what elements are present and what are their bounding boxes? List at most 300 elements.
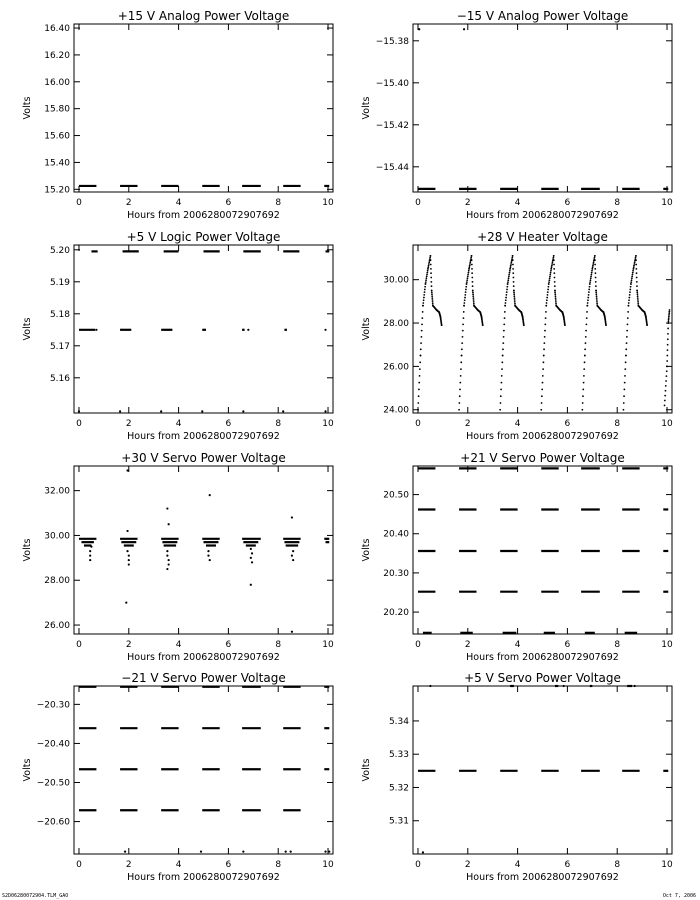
data-point xyxy=(502,355,504,357)
data-point xyxy=(594,264,596,266)
y-tick-label: −15.44 xyxy=(375,162,409,173)
data-point xyxy=(669,309,671,311)
y-tick-label: 15.80 xyxy=(44,104,70,115)
data-point xyxy=(501,361,503,363)
data-point xyxy=(630,286,632,288)
y-tick-label: 20.30 xyxy=(383,568,409,579)
data-point xyxy=(542,382,544,384)
data-point xyxy=(429,685,431,687)
data-point xyxy=(625,348,627,350)
data-point xyxy=(504,305,506,307)
data-point xyxy=(160,410,162,412)
y-tick-label: 30.00 xyxy=(383,275,409,286)
y-tick-label: 20.50 xyxy=(383,490,409,501)
data-point xyxy=(421,317,423,319)
y-tick-label: 5.17 xyxy=(49,341,70,352)
data-point xyxy=(668,314,670,316)
data-point xyxy=(544,323,546,325)
data-point xyxy=(546,297,548,299)
data-point xyxy=(465,289,467,291)
data-point xyxy=(505,297,507,299)
x-tick-label: 2 xyxy=(464,419,471,429)
y-tick-label: 5.19 xyxy=(49,277,70,288)
data-point xyxy=(509,270,511,272)
data-point xyxy=(545,311,547,313)
data-point xyxy=(513,290,515,292)
data-point xyxy=(555,299,557,301)
data-point xyxy=(585,330,587,332)
data-point xyxy=(461,348,463,350)
data-point xyxy=(665,380,667,382)
data-point xyxy=(513,295,515,297)
x-tick-label: 2 xyxy=(464,198,471,208)
data-point xyxy=(473,301,475,303)
data-point xyxy=(582,402,584,404)
data-point xyxy=(636,285,638,287)
data-point xyxy=(512,259,514,261)
y-tick-label: 15.60 xyxy=(44,131,70,142)
x-tick-label: 8 xyxy=(275,860,282,870)
data-point xyxy=(541,402,543,404)
data-point xyxy=(592,266,594,268)
y-tick-label: 28.00 xyxy=(383,319,409,330)
data-point xyxy=(506,291,508,293)
data-point xyxy=(591,270,593,272)
data-point xyxy=(126,550,128,552)
y-tick-label: 5.16 xyxy=(49,373,70,384)
data-point xyxy=(424,286,426,288)
data-point xyxy=(542,375,544,377)
data-point xyxy=(553,272,555,274)
data-point xyxy=(512,268,514,270)
data-point xyxy=(250,557,252,559)
data-point xyxy=(633,266,635,268)
data-point xyxy=(420,342,422,344)
y-tick-label: −20.40 xyxy=(36,739,70,750)
chart-title: +28 V Heater Voltage xyxy=(477,230,608,244)
data-layer xyxy=(79,687,330,853)
data-point xyxy=(459,389,461,391)
data-point xyxy=(168,563,170,565)
x-tick-label: 4 xyxy=(175,640,182,650)
data-point xyxy=(467,276,469,278)
x-tick-label: 2 xyxy=(464,640,471,650)
data-point xyxy=(623,402,625,404)
x-tick-label: 10 xyxy=(661,198,673,208)
data-point xyxy=(624,375,626,377)
data-point xyxy=(430,268,432,270)
data-point xyxy=(200,851,202,853)
data-point xyxy=(89,555,91,557)
data-point xyxy=(590,279,592,281)
data-point xyxy=(425,283,427,285)
data-point xyxy=(594,255,596,257)
data-point xyxy=(458,402,460,404)
data-point xyxy=(667,328,669,330)
x-tick-label: 8 xyxy=(614,198,621,208)
chart-title: +5 V Logic Power Voltage xyxy=(126,230,281,244)
data-point xyxy=(637,301,639,303)
data-point xyxy=(418,395,420,397)
data-point xyxy=(126,530,128,532)
data-point xyxy=(547,291,549,293)
x-tick-label: 4 xyxy=(514,198,521,208)
data-point xyxy=(126,469,128,471)
data-point xyxy=(418,382,420,384)
data-point xyxy=(635,259,637,261)
data-point xyxy=(430,255,432,257)
plot-frame xyxy=(74,466,333,634)
data-point xyxy=(584,361,586,363)
data-point xyxy=(668,312,670,314)
data-point xyxy=(665,375,667,377)
data-point xyxy=(585,336,587,338)
data-point xyxy=(551,266,553,268)
data-point xyxy=(510,265,512,267)
data-point xyxy=(89,550,91,552)
data-point xyxy=(592,265,594,267)
data-point xyxy=(511,257,513,259)
chart-title: −21 V Servo Power Voltage xyxy=(121,671,286,685)
data-point xyxy=(168,523,170,525)
data-point xyxy=(667,333,669,335)
data-point xyxy=(119,410,121,412)
data-point xyxy=(627,317,629,319)
x-tick-label: 6 xyxy=(564,860,571,870)
data-point xyxy=(427,270,429,272)
data-point xyxy=(464,294,466,296)
data-point xyxy=(631,276,633,278)
y-axis-label: Volts xyxy=(22,317,33,341)
data-point xyxy=(470,257,472,259)
data-point xyxy=(545,317,547,319)
data-point xyxy=(242,851,244,853)
data-point xyxy=(629,294,631,296)
chart-panel xyxy=(22,671,334,883)
x-tick-label: 10 xyxy=(322,419,334,429)
data-point xyxy=(587,297,589,299)
x-tick-label: 10 xyxy=(322,198,334,208)
data-point xyxy=(500,389,502,391)
data-point xyxy=(594,259,596,261)
data-point xyxy=(251,561,253,563)
data-point xyxy=(591,272,593,274)
data-point xyxy=(469,261,471,263)
data-point xyxy=(542,368,544,370)
data-layer xyxy=(417,255,670,411)
x-tick-label: 0 xyxy=(76,198,82,208)
data-point xyxy=(423,299,425,301)
data-point xyxy=(422,851,424,853)
data-point xyxy=(513,292,515,294)
data-point xyxy=(291,555,293,557)
data-layer xyxy=(79,469,329,632)
data-point xyxy=(461,355,463,357)
data-point xyxy=(420,348,422,350)
x-tick-label: 8 xyxy=(275,419,282,429)
data-point xyxy=(554,293,556,295)
data-point xyxy=(291,631,293,633)
data-point xyxy=(556,685,558,687)
data-point xyxy=(431,292,433,294)
data-point xyxy=(632,270,634,272)
data-point xyxy=(540,409,542,411)
data-point xyxy=(462,336,464,338)
data-point xyxy=(594,268,596,270)
data-point xyxy=(623,409,625,411)
x-tick-label: 0 xyxy=(415,198,421,208)
data-point xyxy=(503,323,505,325)
data-point xyxy=(424,289,426,291)
data-point xyxy=(430,259,432,261)
data-point xyxy=(631,279,633,281)
data-point xyxy=(166,507,168,509)
y-tick-label: 5.18 xyxy=(49,309,70,320)
data-point xyxy=(553,268,555,270)
data-point xyxy=(418,389,420,391)
y-axis-label: Volts xyxy=(361,758,372,782)
x-tick-label: 10 xyxy=(322,860,334,870)
data-point xyxy=(431,285,433,287)
data-point xyxy=(428,261,430,263)
data-point xyxy=(463,302,465,304)
x-tick-label: 6 xyxy=(564,419,571,429)
data-point xyxy=(326,538,328,540)
data-point xyxy=(128,559,130,561)
data-point xyxy=(588,289,590,291)
x-tick-label: 6 xyxy=(225,640,232,650)
data-point xyxy=(589,286,591,288)
data-point xyxy=(551,263,553,265)
data-point xyxy=(95,329,97,331)
data-point xyxy=(423,294,425,296)
plot-frame xyxy=(413,24,672,192)
data-point xyxy=(503,330,505,332)
data-point xyxy=(207,550,209,552)
data-point xyxy=(555,303,557,305)
data-point xyxy=(500,395,502,397)
data-point xyxy=(473,299,475,301)
x-tick-label: 10 xyxy=(661,860,673,870)
data-point xyxy=(667,344,669,346)
data-point xyxy=(631,277,633,279)
data-point xyxy=(209,559,211,561)
chart-panel xyxy=(22,9,334,221)
data-point xyxy=(431,293,433,295)
data-point xyxy=(125,602,127,604)
data-point xyxy=(587,299,589,301)
data-point xyxy=(500,402,502,404)
data-point xyxy=(425,279,427,281)
data-point xyxy=(550,272,552,274)
data-point xyxy=(595,292,597,294)
data-point xyxy=(667,322,669,324)
data-point xyxy=(430,277,432,279)
y-tick-label: 24.00 xyxy=(383,405,409,416)
data-point xyxy=(473,303,475,305)
data-point xyxy=(460,361,462,363)
data-point xyxy=(427,268,429,270)
data-point xyxy=(90,546,92,548)
data-point xyxy=(637,293,639,295)
data-point xyxy=(417,409,419,411)
data-point xyxy=(592,263,594,265)
data-point xyxy=(632,268,634,270)
data-point xyxy=(584,355,586,357)
data-point xyxy=(505,299,507,301)
data-point xyxy=(513,281,515,283)
x-tick-label: 0 xyxy=(76,860,82,870)
x-tick-label: 2 xyxy=(125,640,132,650)
data-point xyxy=(464,297,466,299)
x-tick-label: 8 xyxy=(275,198,282,208)
data-point xyxy=(328,851,330,853)
data-point xyxy=(513,285,515,287)
data-point xyxy=(588,291,590,293)
data-point xyxy=(503,336,505,338)
data-point xyxy=(633,265,635,267)
data-point xyxy=(581,409,583,411)
data-point xyxy=(508,277,510,279)
data-point xyxy=(633,263,635,265)
data-point xyxy=(554,281,556,283)
data-point xyxy=(168,559,170,561)
data-point xyxy=(546,302,548,304)
data-point xyxy=(628,299,630,301)
y-tick-label: 28.00 xyxy=(44,576,70,587)
data-point xyxy=(431,290,433,292)
x-tick-label: 4 xyxy=(175,198,182,208)
data-point xyxy=(430,264,432,266)
data-point xyxy=(668,321,670,323)
data-point xyxy=(468,272,470,274)
y-tick-label: 5.33 xyxy=(388,750,409,761)
x-axis-label: Hours from 2006280072907692 xyxy=(127,652,280,663)
data-point xyxy=(78,410,80,412)
footer-filename: S2D06280072904.TLM_GAO xyxy=(2,893,69,899)
data-point xyxy=(463,311,465,313)
y-axis-label: Volts xyxy=(361,317,372,341)
data-point xyxy=(547,289,549,291)
data-point xyxy=(582,389,584,391)
data-point xyxy=(432,299,434,301)
data-point xyxy=(505,294,507,296)
data-point xyxy=(595,272,597,274)
data-point xyxy=(506,289,508,291)
data-point xyxy=(471,272,473,274)
x-tick-label: 4 xyxy=(514,860,521,870)
data-point xyxy=(554,290,556,292)
y-tick-label: 5.20 xyxy=(49,245,70,256)
data-point xyxy=(471,264,473,266)
data-point xyxy=(586,317,588,319)
y-tick-label: 5.32 xyxy=(388,783,409,794)
data-point xyxy=(632,274,634,276)
data-point xyxy=(666,355,668,357)
chart-title: +5 V Servo Power Voltage xyxy=(464,671,621,685)
data-point xyxy=(505,302,507,304)
y-tick-label: 20.20 xyxy=(383,608,409,619)
x-tick-label: 6 xyxy=(564,640,571,650)
data-point xyxy=(504,311,506,313)
data-point xyxy=(626,330,628,332)
data-point xyxy=(589,281,591,283)
data-point xyxy=(427,266,429,268)
data-point xyxy=(499,409,501,411)
data-point xyxy=(553,264,555,266)
data-point xyxy=(555,295,557,297)
data-point xyxy=(553,259,555,261)
data-point xyxy=(596,295,598,297)
y-axis-label: Volts xyxy=(361,96,372,120)
data-point xyxy=(554,292,556,294)
data-point xyxy=(510,263,512,265)
data-point xyxy=(635,255,637,257)
data-point xyxy=(583,375,585,377)
data-point xyxy=(632,272,634,274)
data-point xyxy=(554,285,556,287)
data-point xyxy=(595,290,597,292)
x-tick-label: 8 xyxy=(614,419,621,429)
data-point xyxy=(629,291,631,293)
x-axis-label: Hours from 2006280072907692 xyxy=(466,431,619,442)
y-tick-label: 26.00 xyxy=(383,362,409,373)
data-point xyxy=(626,336,628,338)
data-point xyxy=(593,261,595,263)
data-point xyxy=(668,317,670,319)
y-tick-label: −20.60 xyxy=(36,817,70,828)
data-point xyxy=(509,268,511,270)
x-tick-label: 2 xyxy=(125,198,132,208)
y-tick-label: −20.30 xyxy=(36,700,70,711)
plot-frame xyxy=(74,24,333,192)
data-point xyxy=(465,286,467,288)
data-point xyxy=(595,277,597,279)
data-point xyxy=(588,294,590,296)
data-point xyxy=(583,368,585,370)
data-point xyxy=(628,305,630,307)
data-point xyxy=(634,261,636,263)
data-point xyxy=(553,255,555,257)
data-point xyxy=(458,409,460,411)
data-point xyxy=(547,294,549,296)
x-tick-label: 8 xyxy=(275,640,282,650)
data-point xyxy=(507,281,509,283)
data-point xyxy=(627,323,629,325)
data-point xyxy=(426,272,428,274)
data-point xyxy=(594,257,596,259)
data-point xyxy=(466,281,468,283)
data-point xyxy=(464,299,466,301)
data-point xyxy=(664,395,666,397)
chart-panel xyxy=(361,230,673,442)
data-point xyxy=(462,323,464,325)
data-point xyxy=(472,295,474,297)
data-point xyxy=(508,274,510,276)
data-point xyxy=(627,311,629,313)
data-point xyxy=(166,550,168,552)
data-point xyxy=(664,405,666,407)
data-point xyxy=(209,494,211,496)
data-point xyxy=(468,266,470,268)
data-point xyxy=(124,851,126,853)
data-point xyxy=(513,293,515,295)
data-point xyxy=(467,274,469,276)
data-point xyxy=(583,382,585,384)
y-tick-label: 30.00 xyxy=(44,531,70,542)
data-point xyxy=(549,276,551,278)
y-tick-label: 15.40 xyxy=(44,158,70,169)
